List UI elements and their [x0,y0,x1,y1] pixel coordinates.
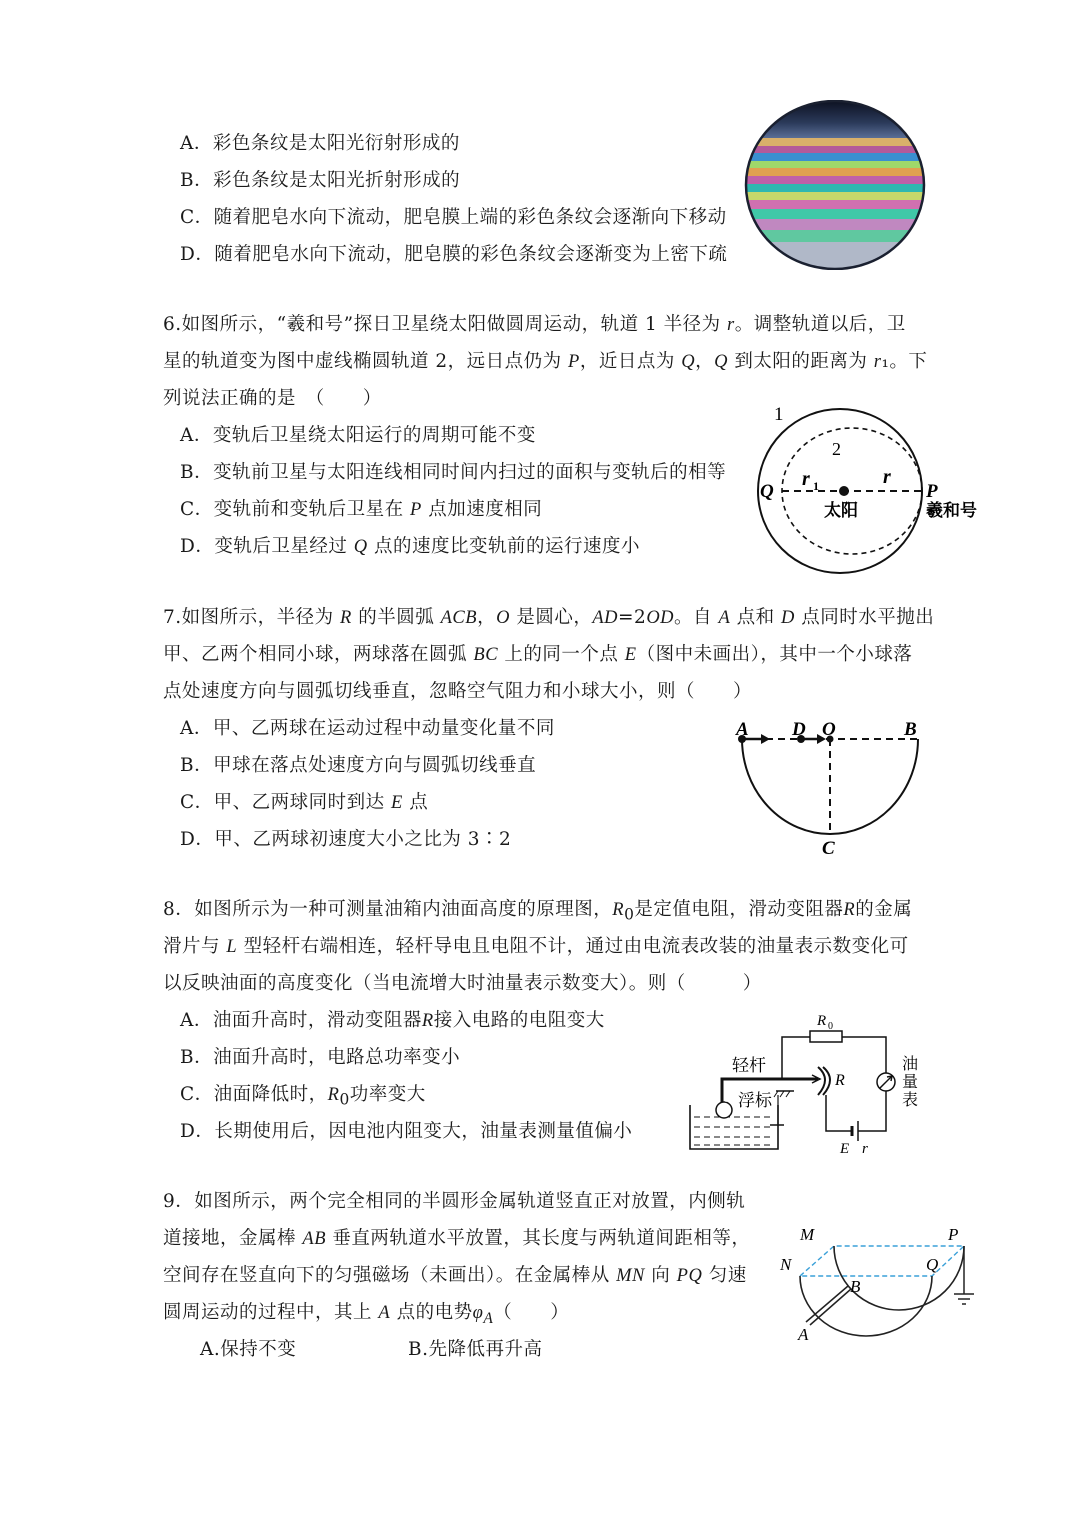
q8-stem-line1: 8．如图所示为一种可测量油箱内油面高度的原理图，$R_0$是定值电阻，滑动变阻器R的金属 [163,899,913,924]
label-b: B [850,1277,861,1296]
r1-label: r [802,468,810,490]
meter-label-1: 油 [902,1056,919,1073]
q5-option-d: D．随着肥皂水向下流动，肥皂膜的彩色条纹会逐渐变为上密下疏 [180,244,728,265]
arrowhead-a [761,734,770,744]
rheostat-arc [818,1067,825,1095]
q7-option-c: C．甲、乙两球同时到达 E 点 [180,792,429,813]
label-b: B [904,719,917,740]
rheostat-label: R [835,1072,845,1089]
label-d: D [792,719,806,740]
r0-label: R [817,1013,827,1029]
q6-option-b: B．变轨前卫星与太阳连线相同时间内扫过的面积与变轨后的相等 [180,462,727,483]
q5-option-b: B．彩色条纹是太阳光折射形成的 [180,170,461,191]
r-label: r [883,466,891,488]
r0-subscript: 0 [828,1021,833,1032]
semicircular-rails-diagram [776,1222,976,1347]
orbit-label-2: 2 [832,439,841,459]
q8-option-a: A．油面升高时，滑动变阻器R接入电路的电阻变大 [180,1010,605,1031]
meter-label-3: 表 [902,1092,919,1109]
q9-option-b: B.先降低再升高 [408,1339,543,1360]
q8-stem-line2: 滑片与 L 型轻杆右端相连，轻杆导电且电阻不计，通过由电流表改装的油量表示数变化可 [163,936,909,957]
q5-option-c: C．随着肥皂水向下流动，肥皂膜上端的彩色条纹会逐渐向下移动 [180,207,727,228]
orbit-label-1: 1 [774,404,784,425]
resistor-r0 [810,1031,842,1042]
rod-label: 轻杆 [732,1056,766,1075]
orbit-2-ellipse [782,428,922,554]
label-a: A [798,1325,809,1344]
meter-label-2: 量 [902,1074,919,1091]
q5-option-a: A．彩色条纹是太阳光衍射形成的 [180,133,460,154]
q6-stem-line3: 列说法正确的是 （ ） [163,388,382,409]
q9-stem-line2: 道接地，金属棒 AB 垂直两轨道水平放置，其长度与两轨道间距相等， [163,1228,751,1249]
r1-subscript: 1 [813,479,819,493]
label-n: N [780,1255,792,1274]
q7-option-a: A．甲、乙两球在运动过程中动量变化量不同 [180,718,555,739]
q6-stem-line2: 星的轨道变为图中虚线椭圆轨道 2，远日点仍为 P，近日点为 Q，Q 到太阳的距离为 r₁。下 [163,351,928,372]
q6-option-d: D．变轨后卫星经过 Q 点的速度比变轨前的运行速度小 [180,536,640,557]
semicircle-diagram [728,715,928,860]
label-q: Q [926,1255,939,1274]
q7-stem-line1: 7.如图所示，半径为 R 的半圆弧 ACB，O 是圆心，AD=2OD。自 A 点和 D 点同时水平抛出 [163,607,935,628]
horizontal-plane [800,1246,964,1276]
orbit-diagram [750,400,990,580]
label-p: P [948,1225,959,1244]
point-q-label: Q [760,481,774,502]
label-o: O [822,719,836,740]
internal-r-label: r [862,1141,868,1157]
q9-stem-line4: 圆周运动的过程中，其上 A 点的电势$\varphi_A$（ ） [163,1302,570,1327]
satellite-label: 羲和号 [926,501,977,520]
outer-rail [800,1276,932,1336]
q7-stem-line3: 点处速度方向与圆弧切线垂直，忽略空气阻力和小球大小，则（ ） [163,681,753,702]
sun-dot [839,486,849,496]
q6-option-c: C．变轨前和变轨后卫星在 P 点加速度相同 [180,499,543,520]
soap-film-photo [744,100,926,270]
q9-option-a: A.保持不变 [200,1339,297,1360]
q7-option-d: D．甲、乙两球初速度大小之比为 3∶2 [180,829,512,850]
sun-label: 太阳 [824,501,858,520]
q6-stem-line1: 6.如图所示，“羲和号”探日卫星绕太阳做圆周运动，轨道 1 半径为 r。调整轨道以后，卫 [163,314,906,335]
float-label: 浮标 [738,1091,772,1110]
q8-option-b: B．油面升高时，电路总功率变小 [180,1047,461,1068]
oil-gauge-circuit [686,1005,936,1160]
label-c: C [822,838,835,859]
q7-stem-line2: 甲、乙两个相同小球，两球落在圆弧 BC 上的同一个点 E（图中未画出），其中一个小球落 [163,644,913,665]
emf-label: E [840,1141,850,1157]
q8-stem-line3: 以反映油面的高度变化（当电流增大时油量表示数变大）。则（ ） [163,973,762,994]
q9-stem-line3: 空间存在竖直向下的匀强磁场（未画出）。在金属棒从 MN 向 PQ 匀速 [163,1265,747,1286]
q6-option-a: A．变轨后卫星绕太阳运行的周期可能不变 [180,425,536,446]
float-ball [716,1102,732,1118]
point-p-label: P [926,481,938,502]
q9-stem-line1: 9．如图所示，两个完全相同的半圆形金属轨道竖直正对放置，内侧轨 [163,1191,746,1212]
rod-ab [806,1286,848,1322]
label-a: A [736,719,749,740]
q8-option-c: C．油面降低时，$R_0$功率变大 [180,1084,426,1109]
q8-option-d: D．长期使用后，因电池内阻变大，油量表测量值偏小 [180,1121,633,1142]
label-m: M [800,1225,815,1244]
q7-option-b: B．甲球在落点处速度方向与圆弧切线垂直 [180,755,537,776]
